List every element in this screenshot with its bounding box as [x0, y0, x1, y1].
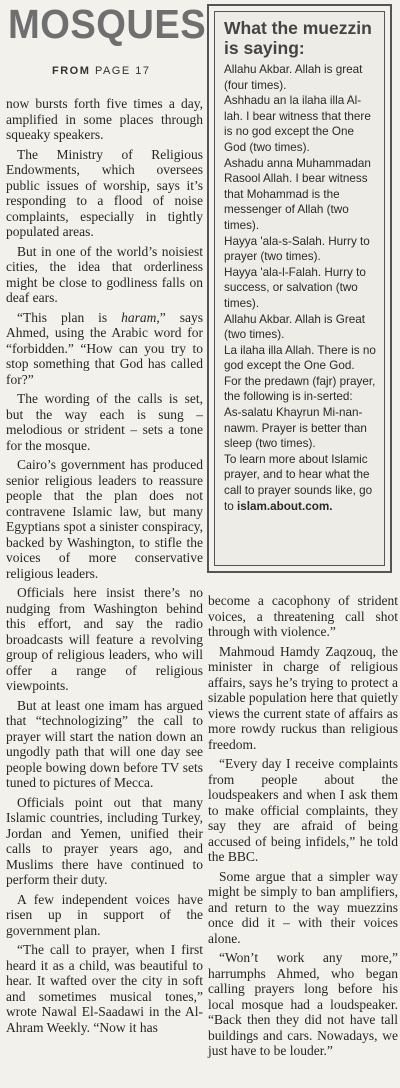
sidebar-entry: Hayya 'ala-s-Salah. Hurry to prayer (two times).	[224, 234, 370, 264]
article-paragraph: “The call to prayer, when I first heard it as a child, was beautiful to hear. It wafted over the city in soft and sometimes musical tones,” wrote Nawal El-Saadawi in the Al-Ahram Weekly. “Now it has	[6, 942, 203, 1035]
sidebar-entry: As-salatu Khayrun Mi-nan-nawm. Prayer is better than sleep (two times).	[224, 406, 367, 451]
article-paragraph: The wording of the calls is set, but the way each is sung – melodious or strident – sets a tone for the mosque.	[6, 391, 203, 453]
quote-rest: ,” says Ahmed, using the Arabic word for “forbidden.” “How can you try to stop something that God has called for?”	[6, 309, 203, 387]
quote-open: “This plan is	[17, 309, 122, 325]
jump-prefix: FROM	[52, 65, 91, 77]
sidebar-footer	[224, 452, 378, 514]
sidebar-entry: Hayya 'ala-l-Falah. Hurry to success, or salvation (two times).	[224, 265, 366, 310]
sidebar-text	[224, 62, 378, 514]
sidebar-entry: Allahu Akbar. Allah is Great (two times).	[224, 312, 365, 342]
article-paragraph-quote	[6, 310, 203, 388]
sidebar-entry: La ilaha illa Allah. There is no god except the One God.	[224, 343, 376, 373]
sidebar-title-line2: is saying:	[224, 38, 305, 58]
article-paragraph: The Ministry of Religious Endowments, which oversees public issues of worship, says it’s responding to a flood of noise complaints, especially in tightly populated areas.	[6, 146, 203, 239]
sidebar-title-line1: What the muezzin	[224, 18, 372, 38]
article-paragraph: But in one of the world’s noisiest cities, the idea that orderliness might be close to godliness falls on deaf ears.	[6, 243, 203, 305]
jump-page: PAGE 17	[94, 65, 151, 77]
article-paragraph: Mahmoud Hamdy Zaqzouq, the minister in charge of religious affairs, says he’s trying to protect a sizable population here that quietly views the current state of affairs as more rowdy ruckus than religious freedom.	[208, 643, 398, 752]
article-paragraph: now bursts forth five times a day, amplified in some places through squeaky speakers.	[6, 96, 203, 142]
article-paragraph: Officials point out that many Islamic countries, including Turkey, Jordan and Yemen, unified their calls to prayer years ago, and Muslims there have continued to perform their duty.	[6, 794, 203, 887]
article-paragraph: Cairo’s government has produced senior religious leaders to reassure people that the plan does not contravene Islamic law, but many Egyptians spot a sinister conspiracy, backed by Washington, to stifle the voices of more conservative religious leaders.	[6, 457, 203, 581]
sidebar-entry: Ashhadu an la ilaha illa Al-lah. I bear witness that there is no god except the One God (two times).	[224, 94, 371, 154]
sidebar-footer-text: To learn more about Islamic prayer, and to hear what the call to prayer sounds like, go to	[224, 452, 373, 513]
article-paragraph: become a cacophony of strident voices, a threatening call shot through with violence.”	[208, 593, 398, 639]
article-paragraph: “Every day I receive complaints from people about the loudspeakers and when I ask them to make official complaints, they say they are afraid of being accused of being infidels,” he told the BBC.	[208, 756, 398, 864]
article-paragraph: Officials here insist there’s no nudging from Washington behind this effort, and say the radio broadcasts will feature a revolving group of religious leaders, who will offer a range of religious viewpoints.	[6, 585, 203, 693]
sidebar-title	[224, 18, 376, 58]
article-column-2	[208, 593, 398, 1063]
sidebar-entry: For the predawn (fajr) prayer, the following is in-serted:	[224, 374, 376, 404]
article-paragraph: “Won’t work any more,” harrumphs Ahmed, who began calling prayers long before his local mosque had a loudspeaker. “Back then they did not have tall buildings and cars. Nowadays, we just have to be louder.”	[208, 950, 398, 1058]
article-paragraph: Some argue that a simpler way might be simply to ban amplifiers, and return to the way muezzins once did it – with their voices alone.	[208, 868, 398, 946]
sidebar-entry: Ashadu anna Muhammadan Rasool Allah. I bear witness that Mohammad is the messenger of Allah (two times).	[224, 156, 371, 232]
article-paragraph: But at least one imam has argued that “technologizing” the call to prayer will start the nation down an ungodly path that will one day see people bowing down before TV sets tuned to pictures of Mecca.	[6, 697, 203, 790]
sidebar-inner	[214, 11, 385, 566]
sidebar-entry: Allahu Akbar. Allah is great (four times).	[224, 63, 363, 92]
headline: MOSQUES	[8, 1, 207, 47]
jump-line	[52, 64, 151, 78]
sidebar-box	[207, 4, 392, 573]
sidebar-link[interactable]: islam.about.com.	[237, 499, 333, 513]
article-column-1	[6, 96, 203, 1039]
article-paragraph: A few independent voices have risen up in support of the government plan.	[6, 891, 203, 938]
quote-haram: haram	[121, 309, 157, 325]
